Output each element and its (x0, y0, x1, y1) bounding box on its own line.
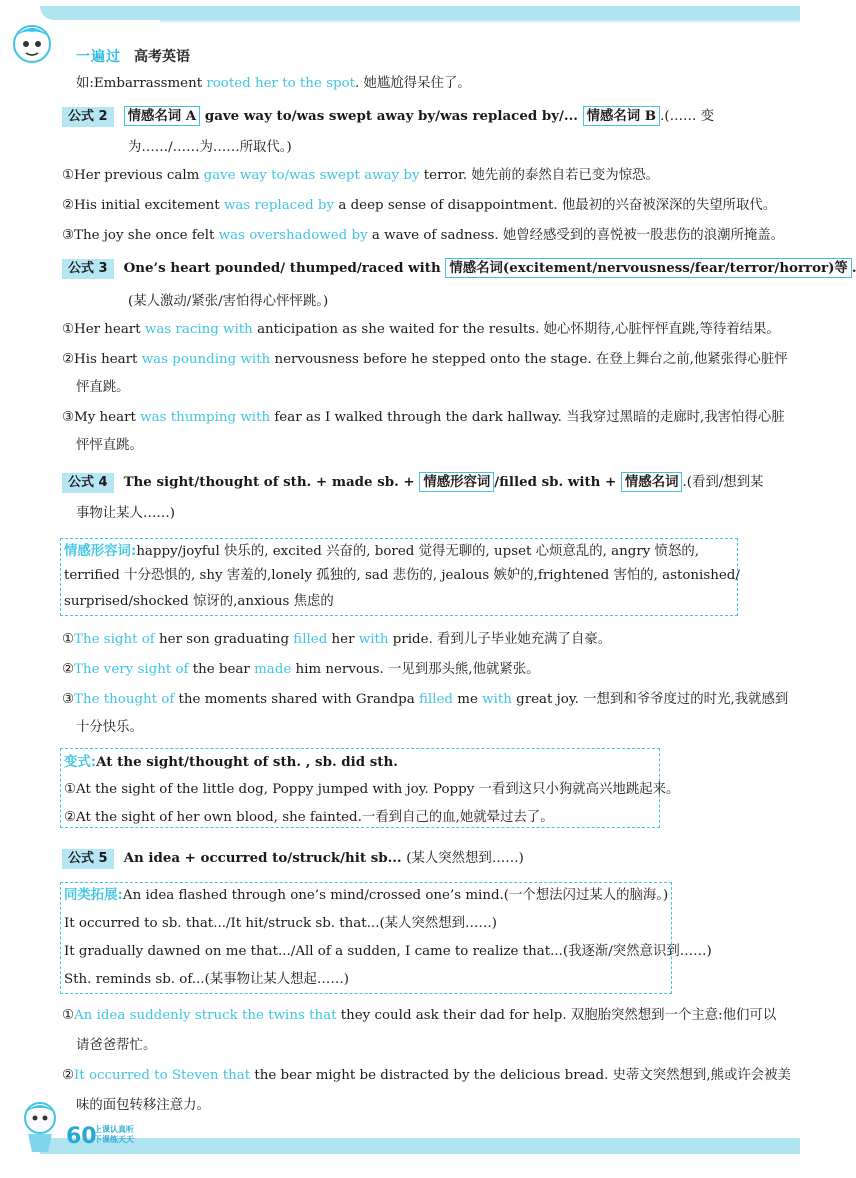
example-text: terror. 她先前的泰然自若已变为惊恐。 (419, 168, 659, 183)
example-text: they could ask their dad for help. 双胞胎突然想到一个主意:他们可以 (336, 1008, 777, 1023)
example-text: anticipation as she waited for the results. 她心怀期待,心脏怦怦直跳,等待着结果。 (252, 322, 780, 337)
formula-tag: 公式 2 (62, 107, 114, 127)
example-text: a deep sense of disappointment. 他最初的兴奋被深深的失望所取代。 (334, 198, 777, 213)
example-line (62, 320, 780, 340)
example-line (62, 690, 788, 710)
intro-highlight: rooted her to the spot (206, 76, 355, 91)
example-line (62, 196, 776, 216)
example-highlight: was overshadowed by (218, 228, 368, 243)
formula-box: 情感形容词 (419, 472, 494, 492)
variant-label: 变式: (64, 755, 97, 770)
formula-gloss: .(看到/想到某 (682, 475, 764, 490)
variant-title (64, 752, 398, 773)
example-highlight: The thought of (74, 692, 175, 707)
example-text: My heart (74, 410, 141, 425)
example-text: great joy. 一想到和爷爷度过的时光,我就感到 (511, 692, 789, 707)
variant-formula: At the sight/thought of sth. , sb. did sth. (96, 754, 398, 770)
footer-band (40, 1138, 800, 1154)
extension-line: Sth. reminds sb. of...(某事物让某人想起……) (64, 972, 349, 987)
example-text: The joy she once felt (74, 228, 219, 243)
formula-gloss-line2: 事物让某人……) (76, 506, 175, 521)
example-continuation: 怦怦直跳。 (76, 438, 143, 453)
header-brand: 一遍过 (76, 49, 121, 65)
adjective-line: surprised/shocked 惊讶的,anxious 焦虑的 (64, 594, 334, 609)
adjective-label: 情感形容词: (64, 544, 137, 559)
example-number: ③ (62, 410, 75, 425)
intro-prefix: 如:Embarrassment (76, 76, 207, 91)
example-number: ② (62, 1068, 75, 1083)
formula-tag: 公式 3 (62, 259, 114, 279)
extension-label: 同类拓展: (64, 888, 123, 903)
example-number: ② (62, 352, 75, 367)
formula-box: 情感名词 A (124, 106, 201, 126)
example-number: ③ (62, 228, 75, 243)
formula-box: 情感名词 (621, 472, 683, 492)
example-number: ① (62, 632, 75, 647)
example-text: me (452, 692, 483, 707)
example-text: pride. 看到儿子毕业她充满了自豪。 (388, 632, 612, 647)
formula-text: An idea + occurred to/struck/hit sb... (123, 850, 407, 866)
footer-slogan-line: 上课认真听 (94, 1125, 134, 1134)
formula-text: One’s heart pounded/ thumped/raced with (123, 260, 446, 276)
formula-box: 情感名词(excitement/nervousness/fear/terror/horror)等 (445, 258, 851, 278)
extension-text: An idea flashed through one’s mind/crossed one’s mind.(一个想法闪过某人的脑海。) (122, 888, 669, 903)
example-text: fear as I walked through the dark hallway. 当我穿过黑暗的走廊时,我害怕得心脏 (270, 410, 785, 425)
footer-slogan-line: 下课练天天 (94, 1135, 134, 1144)
extension-line: It occurred to sb. that.../It hit/struck sb. that...(某人突然想到……) (64, 916, 498, 931)
mascot-icon (8, 22, 60, 70)
adjective-line (64, 542, 699, 562)
example-text: the bear might be distracted by the delicious bread. 史蒂文突然想到,熊或许会被美 (250, 1068, 791, 1083)
example-highlight: An idea suddenly struck the twins that (74, 1008, 337, 1023)
example-continuation: 味的面包转移注意力。 (76, 1098, 210, 1113)
example-highlight: was thumping with (140, 410, 271, 425)
formula-text: The sight/thought of sth. + made sb. + (123, 474, 420, 490)
formula-text: gave way to/was swept away by/was replaced by/... (200, 108, 583, 124)
example-highlight: made (254, 662, 292, 677)
example-text: Her previous calm (74, 168, 204, 183)
formula-box: 情感名词 B (583, 106, 661, 126)
example-text: His initial excitement (74, 198, 224, 213)
header-subject: 高考英语 (134, 49, 190, 65)
example-continuation: 请爸爸帮忙。 (76, 1038, 157, 1053)
example-text: the bear (188, 662, 255, 677)
variant-line: ②At the sight of her own blood, she fainted.一看到自己的血,她就晕过去了。 (64, 810, 554, 825)
formula-gloss-line2: (某人激动/紧张/害怕得心怦怦跳。) (128, 294, 329, 309)
example-line (62, 166, 659, 186)
extension-line: It gradually dawned on me that.../All of a sudden, I came to realize that...(我逐渐/突然意识到……) (64, 944, 712, 959)
formula-gloss: .(…… 变 (660, 109, 715, 124)
example-text: her son graduating (154, 632, 294, 647)
formula-tag: 公式 5 (62, 849, 114, 869)
formula-2 (62, 106, 714, 127)
example-number: ② (62, 198, 75, 213)
formula-text: /filled sb. with + (494, 474, 621, 490)
extension-line (64, 886, 668, 906)
example-highlight: with (358, 632, 389, 647)
formula-gloss: (某人突然想到……) (406, 851, 524, 866)
formula-5 (62, 848, 524, 869)
example-continuation: 怦直跳。 (76, 380, 130, 395)
example-line (62, 1006, 776, 1026)
example-line (62, 630, 611, 650)
example-number: ① (62, 322, 75, 337)
formula-tag: 公式 4 (62, 473, 114, 493)
formula-text (852, 260, 856, 276)
example-highlight: gave way to/was swept away by (203, 168, 420, 183)
example-text: His heart (74, 352, 142, 367)
page-number: 60 (66, 1124, 97, 1149)
example-line (62, 350, 788, 370)
example-continuation: 十分快乐。 (76, 720, 143, 735)
formula-4 (62, 472, 763, 493)
example-highlight: filled (293, 632, 328, 647)
footer-slogan (94, 1125, 134, 1145)
example-highlight: The very sight of (74, 662, 189, 677)
example-number: ① (62, 1008, 75, 1023)
example-highlight: was pounding with (141, 352, 271, 367)
example-line (62, 226, 784, 246)
example-highlight: The sight of (74, 632, 155, 647)
example-text: him nervous. 一见到那头熊,他就紧张。 (291, 662, 540, 677)
formula-3 (62, 258, 856, 279)
example-number: ③ (62, 692, 75, 707)
intro-example (76, 74, 471, 94)
example-text: nervousness before he stepped onto the stage. 在登上舞台之前,他紧张得心脏怦 (270, 352, 788, 367)
example-highlight: with (482, 692, 512, 707)
intro-suffix: . 她尴尬得呆住了。 (354, 76, 471, 91)
example-line (62, 408, 785, 428)
example-text: her (327, 632, 359, 647)
example-number: ① (62, 168, 75, 183)
example-highlight: was racing with (144, 322, 253, 337)
example-highlight: was replaced by (223, 198, 335, 213)
example-text: a wave of sadness. 她曾经感受到的喜悦被一股悲伤的浪潮所掩盖。 (367, 228, 785, 243)
formula-gloss-line2: 为……/……为……所取代。) (128, 140, 292, 155)
footer-mascot-icon (16, 1098, 64, 1154)
example-text: the moments shared with Grandpa (174, 692, 419, 707)
example-line (62, 1066, 791, 1086)
example-highlight: It occurred to Steven that (74, 1068, 251, 1083)
example-line (62, 660, 540, 680)
example-number: ② (62, 662, 75, 677)
example-text: Her heart (74, 322, 145, 337)
adjective-line: terrified 十分恐惧的, shy 害羞的,lonely 孤独的, sad 悲伤的, jealous 嫉妒的,frightened 害怕的, astonished/ (64, 568, 740, 583)
adjective-text: happy/joyful 快乐的, excited 兴奋的, bored 觉得无聊的, upset 心烦意乱的, angry 愤怒的, (136, 544, 699, 559)
variant-line: ①At the sight of the little dog, Poppy jumped with joy. Poppy 一看到这只小狗就高兴地跳起来。 (64, 782, 680, 797)
example-highlight: filled (418, 692, 453, 707)
